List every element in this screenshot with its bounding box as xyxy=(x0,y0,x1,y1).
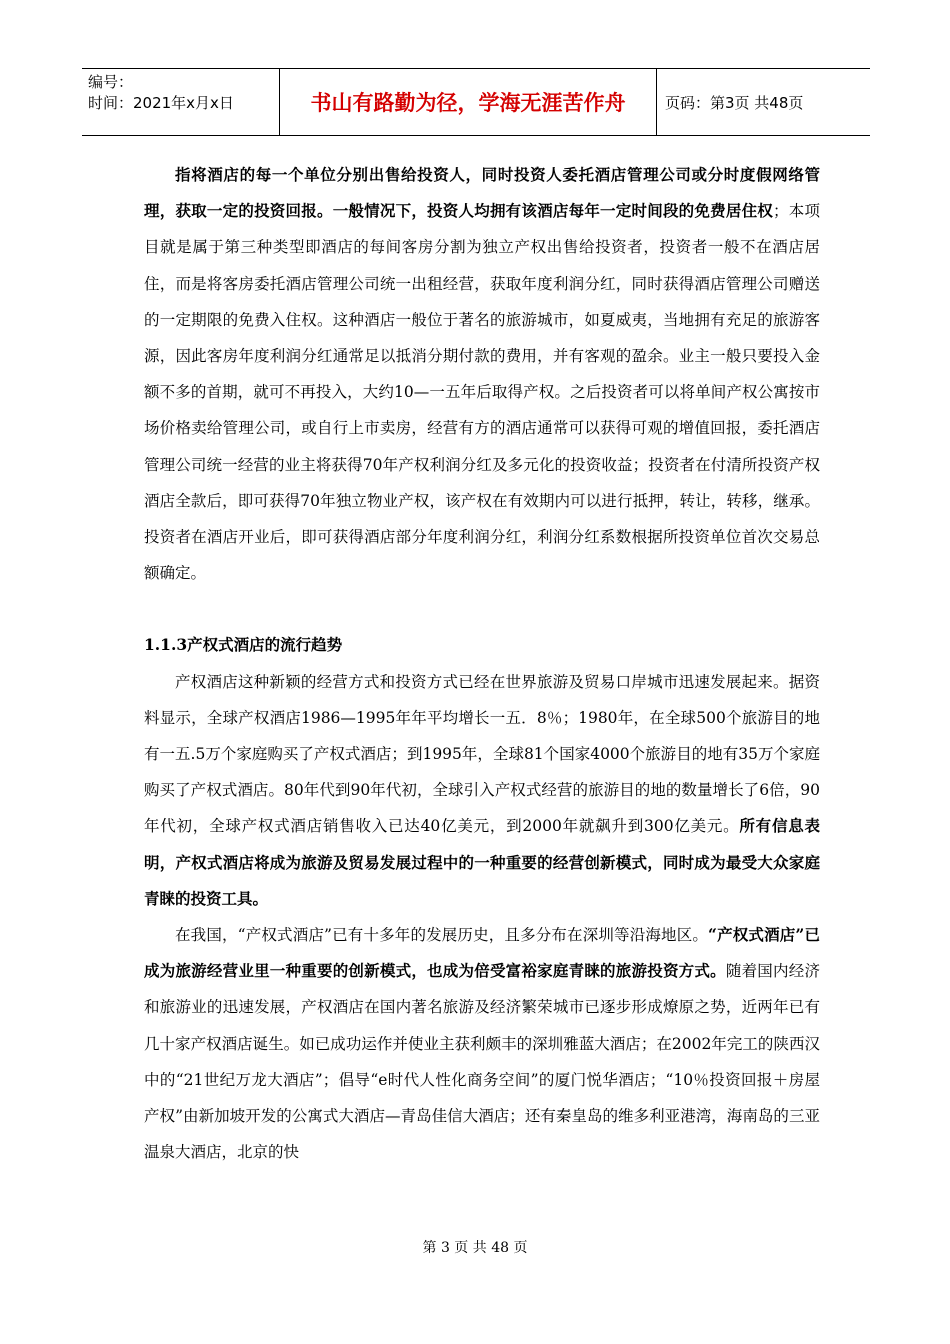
paragraph-2 xyxy=(144,664,820,917)
section-heading: 1.1.3产权式酒店的流行趋势 xyxy=(144,635,343,655)
number-label: 编号： xyxy=(88,73,134,91)
paragraph-3-text-b: 随着国内经济和旅游业的迅速发展，产权酒店在国内著名旅游及经济繁荣城市已逐步形成燎原之势，近两年已有几十家产权酒店诞生。如已成功运作并使业主获利颇丰的深圳雅蓝大酒店；在2002年完工的陕西汉中的“21世纪万龙大酒店”；倡导“e时代人性化商务空间”的厦门悦华酒店；“10％投资回报＋房屋产权”由新加坡开发的公寓式大酒店—青岛佳信大酒店；还有秦皇岛的维多利亚港湾，海南岛的三亚温泉大酒店，北京的快 xyxy=(144,962,820,1162)
time-label: 时间：2021年x月x日 xyxy=(88,94,234,112)
paragraph-2-bold: 所有信息表明，产权式酒店将成为旅游及贸易发展过程中的一种重要的经营创新模式，同时成为最受大众家庭青睐的投资工具。 xyxy=(144,816,820,908)
page-info: 页码：第3页 共48页 xyxy=(665,93,804,112)
paragraph-3-text-a: 在我国，“产权式酒店”已有十多年的发展历史，且多分布在深圳等沿海地区。 xyxy=(175,926,709,945)
paragraph-2-text: 产权酒店这种新颖的经营方式和投资方式已经在世界旅游及贸易口岸城市迅速发展起来。据资料显示，全球产权酒店1986—1995年年平均增长一五．8％；1980年，在全球500个旅游目的地有一五.5万个家庭购买了产权式酒店；到1995年，全球81个国家4000个旅游目的地有35万个家庭购买了产权式酒店。80年代到90年代初，全球引入产权式经营的旅游目的地的数量增长了6倍，90年代初，全球产权式酒店销售收入已达40亿美元，到2000年就飙升到300亿美元。 xyxy=(144,672,820,836)
document-body xyxy=(144,157,820,1170)
paragraph-1 xyxy=(144,157,820,591)
page-footer: 第 3 页 共 48 页 xyxy=(422,1240,528,1256)
paragraph-3 xyxy=(144,917,820,1170)
header-left-cell xyxy=(82,69,280,135)
paragraph-1-text: ；本项目就是属于第三种类型即酒店的每间客房分割为独立产权出售给投资者，投资者一般不在酒店居住，而是将客房委托酒店管理公司统一出租经营，获取年度利润分红，同时获得酒店管理公司赠送的一定期限的免费入住权。这种酒店一般位于著名的旅游城市，如夏威夷，当地拥有充足的旅游客源，因此客房年度利润分红通常足以抵消分期付款的费用，并有客观的盈余。业主一般只要投入金额不多的首期，就可不再投入，大约10—一五年后取得产权。之后投资者可以将单间产权公寓按市场价格卖给管理公司，或自行上市卖房，经营有方的酒店通常可以获得可观的增值回报，委托酒店管理公司统一经营的业主将获得70年产权利润分红及多元化的投资收益；投资者在付清所投资产权酒店全款后，即可获得70年独立物业产权，该产权在有效期内可以进行抵押，转让，转移，继承。投资者在酒店开业后，即可获得酒店部分年度利润分红，利润分红系数根据所投资单位首次交易总额确定。 xyxy=(144,202,820,583)
paragraph-3-bold: “产权式酒店”已成为旅游经营业里一种重要的创新模式，也成为倍受富裕家庭青睐的旅游投资方式。 xyxy=(144,925,820,981)
motto: 书山有路勤为径，学海无涯苦作舟 xyxy=(280,69,657,135)
paragraph-1-bold: 指将酒店的每一个单位分别出售给投资人，同时投资人委托酒店管理公司或分时度假网络管理，获取一定的投资回报。一般情况下，投资人均拥有该酒店每年一定时间段的免费居住权 xyxy=(144,165,820,221)
header-table xyxy=(82,68,870,136)
